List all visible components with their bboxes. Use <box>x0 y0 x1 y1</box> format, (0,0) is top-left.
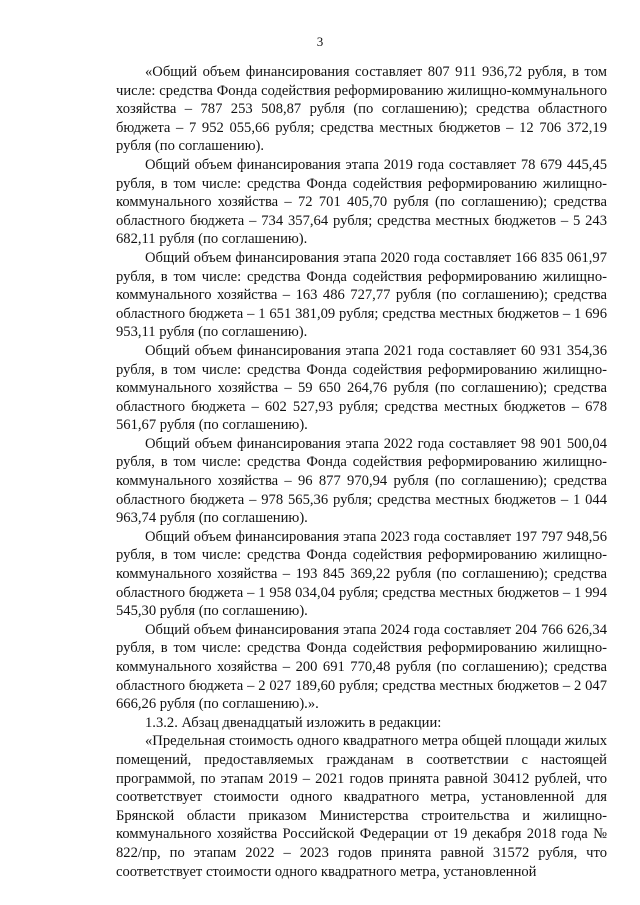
page-number: 3 <box>316 34 324 49</box>
paragraph-stage-2022: Общий объем финансирования этапа 2022 года составляет 98 901 500,04 рубля, в том числе: средства Фонда содействия реформированию жилищно-коммунального хозяйства – 96 877 970,94 рубля (по соглашению); средства областного бюджета – 978 565,36 рубля; средства местных бюджетов – 1 044 963,74 рубля (по соглашению). <box>116 435 607 527</box>
paragraph-stage-2024: Общий объем финансирования этапа 2024 года составляет 204 766 626,34 рубля, в том числе: средства Фонда содействия реформированию жилищно-коммунального хозяйства – 200 691 770,48 рубля (по соглашению); средства областного бюджета – 2 027 189,60 рубля; средства местных бюджетов – 2 047 666,26 рубля (по соглашению).». <box>116 621 607 713</box>
paragraph-stage-2020: Общий объем финансирования этапа 2020 года составляет 166 835 061,97 рубля, в том числе: средства Фонда содействия реформированию жилищно-коммунального хозяйства – 163 486 727,77 рубля (по соглашению); средства областного бюджета – 1 651 381,09 рубля; средства местных бюджетов – 1 696 953,11 рубля (по соглашению). <box>116 249 607 341</box>
document-body <box>116 63 607 881</box>
paragraph-stage-2021: Общий объем финансирования этапа 2021 года составляет 60 931 354,36 рубля, в том числе: средства Фонда содействия реформированию жилищно-коммунального хозяйства – 59 650 264,76 рубля (по соглашению); средства областного бюджета – 602 527,93 рубля; средства местных бюджетов – 678 561,67 рубля (по соглашению). <box>116 342 607 434</box>
paragraph-total-financing: «Общий объем финансирования составляет 807 911 936,72 рубля, в том числе: средства Фонда содействия реформированию жилищно-коммунального хозяйства – 787 253 508,87 рубля (по соглашению); средства областного бюджета – 7 952 055,66 рубля; средства местных бюджетов – 12 706 372,19 рубля (по соглашению). <box>116 64 607 155</box>
paragraph-stage-2023: Общий объем финансирования этапа 2023 года составляет 197 797 948,56 рубля, в том числе: средства Фонда содействия реформированию жилищно-коммунального хозяйства – 193 845 369,22 рубля (по соглашению); средства областного бюджета – 1 958 034,04 рубля; средства местных бюджетов – 1 994 545,30 рубля (по соглашению). <box>116 528 607 620</box>
paragraph-amendment-heading: 1.3.2. Абзац двенадцатый изложить в редакции: <box>145 714 442 731</box>
paragraph-max-cost: «Предельная стоимость одного квадратного метра общей площади жилых помещений, предоставляемых гражданам в соответствии с настоящей программой, по этапам 2019 – 2021 годов принята равной 30412 рублей, что соответствует стоимости одного квадратного метра, установленной для Брянской области приказом Министерства строительства и жилищно-коммунального хозяйства Российской Федерации от 19 декабря 2018 года № 822/пр, по этапам 2022 – 2023 годов принята равной 31572 рубля, что соответствует стоимости одного квадратного метра, установленной <box>116 733 607 880</box>
paragraph-stage-2019: Общий объем финансирования этапа 2019 года составляет 78 679 445,45 рубля, в том числе: средства Фонда содействия реформированию жилищно-коммунального хозяйства – 72 701 405,70 рубля (по соглашению); средства областного бюджета – 734 357,64 рубля; средства местных бюджетов – 5 243 682,11 рубля (по соглашению). <box>116 156 607 248</box>
